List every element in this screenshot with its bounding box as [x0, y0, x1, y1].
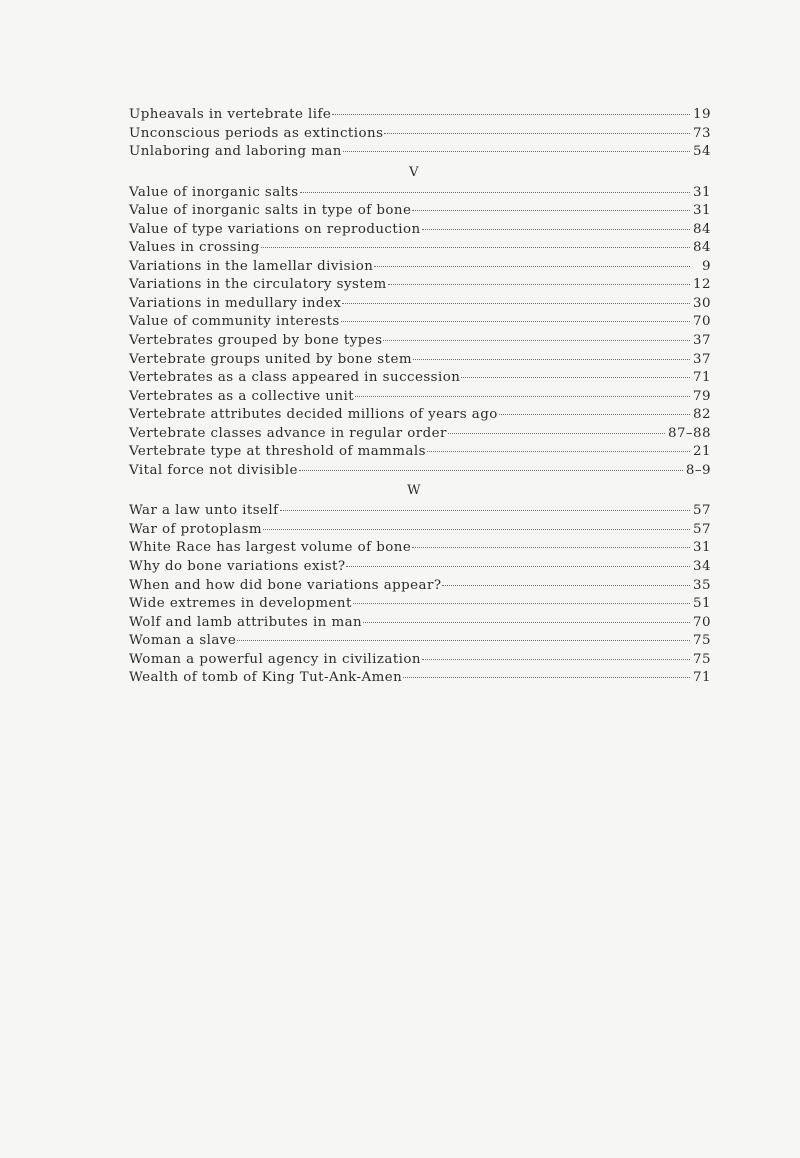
entry-page: 54: [693, 144, 711, 160]
entry-text: Value of inorganic salts: [129, 184, 299, 200]
entry-text: Variations in the circulatory system: [129, 277, 387, 293]
entry-page: 70: [693, 614, 711, 630]
index-entry: [129, 239, 711, 258]
index-entry: [129, 669, 711, 688]
entry-text: Unconscious periods as extinctions: [129, 125, 384, 141]
index-group-w: [129, 480, 711, 687]
entry-text: Vertebrates as a class appeared in succession: [129, 370, 461, 386]
dot-leader: [353, 603, 690, 604]
dot-leader: [422, 229, 690, 230]
dot-leader: [332, 114, 690, 115]
dot-leader: [403, 677, 690, 678]
index-entry: [129, 595, 711, 614]
index-entry: [129, 221, 711, 240]
index-entry: [129, 502, 711, 521]
entry-page: 70: [693, 314, 711, 330]
entry-text: Value of inorganic salts in type of bone: [129, 203, 412, 219]
index-entry: [129, 651, 711, 670]
entry-page: 37: [693, 333, 711, 349]
index-entry: [129, 521, 711, 540]
entry-page: 57: [693, 503, 711, 519]
dot-leader: [300, 192, 690, 193]
index-entry: [129, 276, 711, 295]
entry-page: 9: [702, 258, 711, 274]
dot-leader: [263, 529, 690, 530]
dot-leader: [412, 210, 690, 211]
entry-page: 82: [693, 407, 711, 423]
entry-page: 71: [693, 370, 711, 386]
dot-leader: [341, 321, 690, 322]
entry-page: 34: [693, 559, 711, 575]
dot-leader: [343, 151, 690, 152]
entry-page: 12: [693, 277, 711, 293]
index-entry: [129, 443, 711, 462]
entry-text: Vital force not divisible: [129, 462, 298, 478]
index-entry: [129, 332, 711, 351]
index-entry: [129, 351, 711, 370]
entry-page: 75: [693, 651, 711, 667]
dot-leader: [499, 414, 690, 415]
dot-leader: [442, 585, 690, 586]
entry-text: Vertebrates grouped by bone types: [129, 333, 383, 349]
dot-leader: [427, 451, 690, 452]
dot-leader: [280, 510, 690, 511]
dot-leader: [448, 433, 665, 434]
entry-text: Woman a slave: [129, 633, 237, 649]
entry-text: Upheavals in vertebrate life: [129, 107, 332, 122]
entry-page: 84: [693, 240, 711, 256]
entry-text: Wide extremes in development: [129, 596, 352, 612]
dot-leader: [346, 566, 690, 567]
entry-page: 79: [693, 388, 711, 404]
index-entry: [129, 462, 711, 481]
index-entry: [129, 369, 711, 388]
section-letter-w: W: [407, 483, 421, 499]
entry-page: 57: [693, 521, 711, 537]
index-group-u: [129, 106, 711, 162]
index-entry: [129, 558, 711, 577]
entry-text: Vertebrate classes advance in regular order: [129, 425, 447, 441]
dot-leader: [355, 396, 690, 397]
index-entry: [129, 388, 711, 407]
entry-text: Variations in the lamellar division: [129, 258, 374, 274]
entry-page: 30: [693, 295, 711, 311]
entry-text: Unlaboring and laboring man: [129, 144, 342, 160]
entry-text: War a law unto itself: [129, 503, 279, 519]
dot-leader: [413, 359, 690, 360]
entry-text: Vertebrate type at threshold of mammals: [129, 444, 426, 460]
index-entry: [129, 632, 711, 651]
entry-page: 71: [693, 670, 711, 686]
entry-text: Value of community interests: [129, 314, 340, 330]
dot-leader: [422, 659, 690, 660]
entry-page: 35: [693, 577, 711, 593]
index-entry: [129, 125, 711, 144]
index-listing: [129, 106, 711, 688]
entry-text: Values in crossing: [129, 240, 260, 256]
entry-page: 51: [693, 596, 711, 612]
dot-leader: [261, 247, 690, 248]
section-letter-v: V: [409, 164, 419, 180]
dot-leader: [388, 284, 690, 285]
entry-text: When and how did bone variations appear?: [129, 577, 442, 593]
entry-text: Woman a powerful agency in civilization: [129, 651, 421, 667]
entry-text: War of protoplasm: [129, 521, 263, 537]
entry-page: 31: [693, 203, 711, 219]
entry-text: Why do bone variations exist?: [129, 559, 346, 575]
index-entry: [129, 425, 711, 444]
entry-page: 21: [693, 444, 711, 460]
index-entry: [129, 106, 711, 125]
entry-text: Vertebrate groups united by bone stem: [129, 351, 412, 367]
entry-text: Vertebrate attributes decided millions of years ago: [129, 407, 498, 423]
index-entry: [129, 202, 711, 221]
dot-leader: [237, 640, 690, 641]
entry-page: 8–9: [685, 462, 711, 478]
dot-leader: [412, 547, 690, 548]
entry-page: 37: [693, 351, 711, 367]
dot-leader: [383, 340, 690, 341]
index-entry: [129, 577, 711, 596]
entry-text: Vertebrates as a collective unit: [129, 388, 355, 404]
dot-leader: [384, 133, 690, 134]
index-entry: [129, 295, 711, 314]
index-entry: [129, 614, 711, 633]
entry-text: Wolf and lamb attributes in man: [129, 614, 363, 630]
entry-text: Value of type variations on reproduction: [129, 221, 421, 237]
index-entry: [129, 258, 711, 277]
index-entry: [129, 539, 711, 558]
dot-leader: [299, 470, 683, 471]
entry-page: 75: [693, 633, 711, 649]
dot-leader: [342, 303, 690, 304]
entry-page: 84: [693, 221, 711, 237]
entry-page: 19: [693, 107, 711, 122]
index-entry: [129, 143, 711, 162]
dot-leader: [461, 377, 690, 378]
index-group-v: [129, 162, 711, 481]
entry-page: 31: [693, 184, 711, 200]
entry-text: White Race has largest volume of bone: [129, 540, 412, 556]
entry-text: Variations in medullary index: [129, 295, 342, 311]
entry-page: 31: [693, 540, 711, 556]
dot-leader: [363, 622, 690, 623]
entry-page: 73: [693, 125, 711, 141]
index-entry: [129, 313, 711, 332]
index-entry: [129, 184, 711, 203]
entry-page: 87–88: [667, 425, 711, 441]
index-entry: [129, 406, 711, 425]
entry-text: Wealth of tomb of King Tut-Ank-Amen: [129, 670, 403, 686]
dot-leader: [374, 266, 690, 267]
